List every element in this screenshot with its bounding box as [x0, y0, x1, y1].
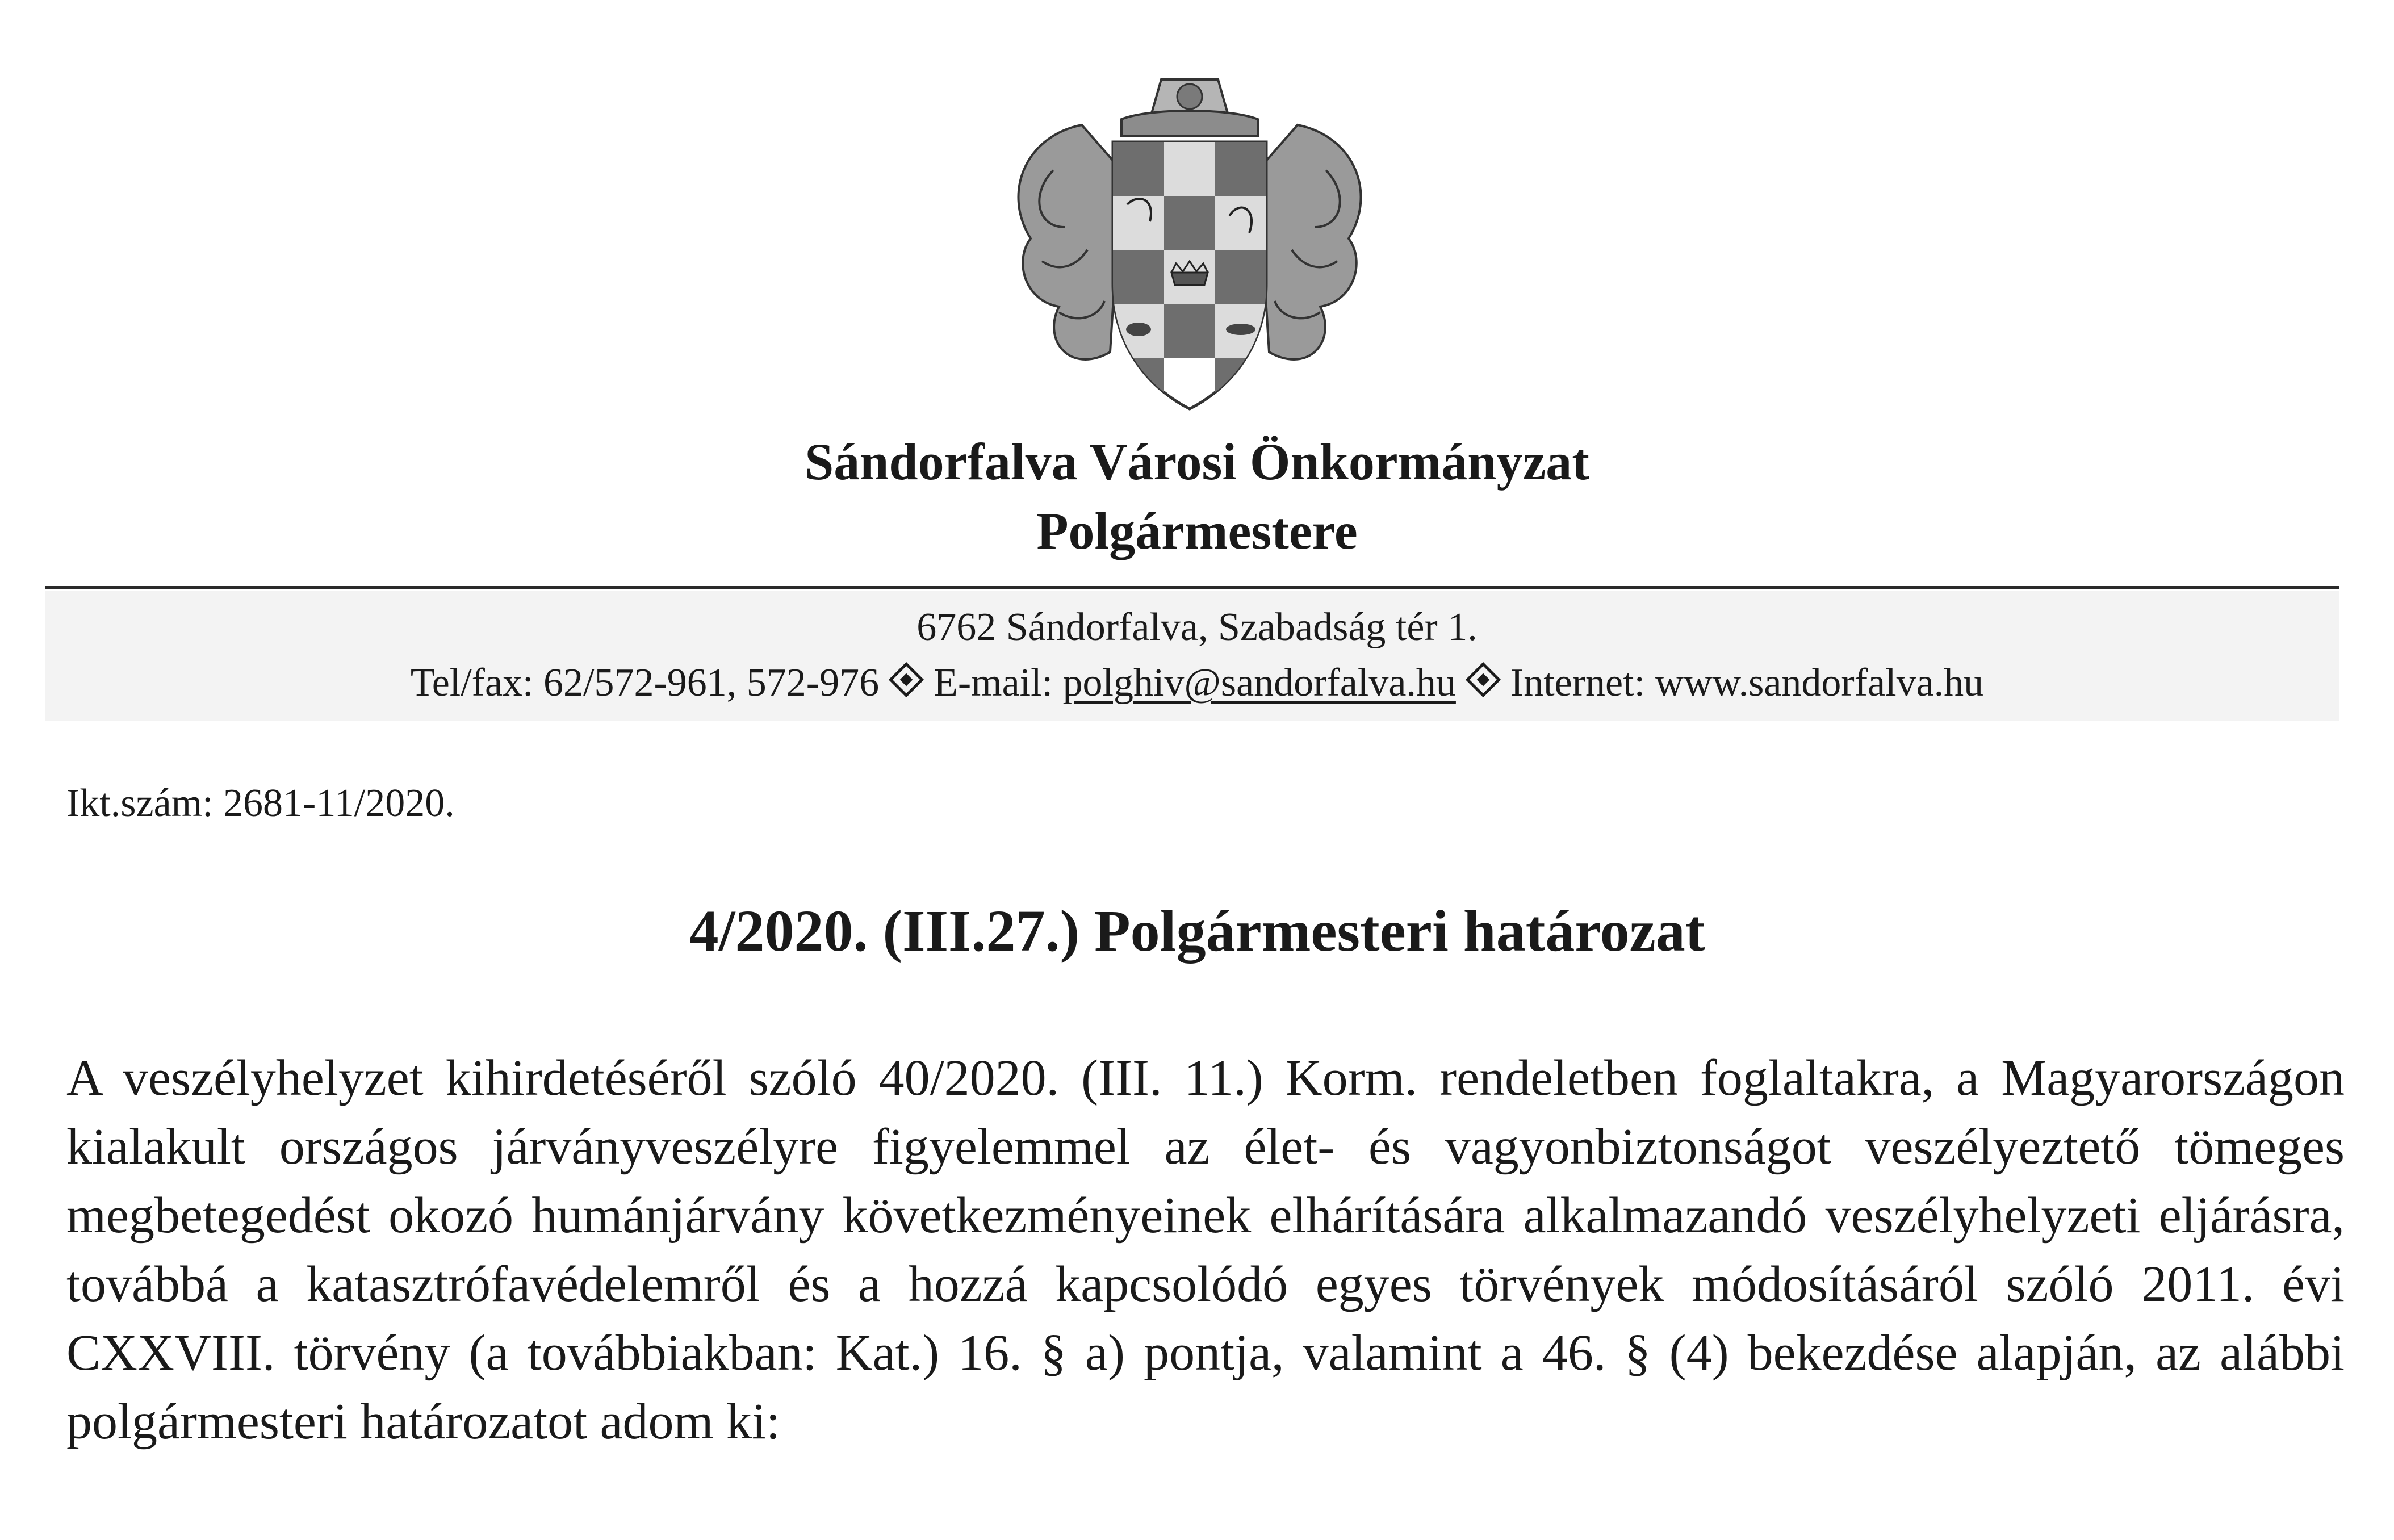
- address: 6762 Sándorfalva, Szabadság tér 1.: [916, 605, 1478, 649]
- org-subtitle: Polgármestere: [1036, 502, 1358, 560]
- registry-number: Ikt.szám: 2681-11/2020.: [66, 781, 455, 825]
- telfax: Tel/fax: 62/572-961, 572-976: [410, 661, 880, 705]
- intro-paragraph: A veszélyhelyzet kihirdetéséről szóló 40/2020. (III. 11.) Korm. rendeletben foglaltakra, a Magyarországon kialakult országos járványveszélyre figyelemmel az élet- és vagyonbiztonságot veszélyeztető tömeges megbetegedést okozó humánjárvány következményeinek elhárítására alkalmazandó veszélyhelyzeti eljárásra, továbbá a katasztrófavédelemről és a hozzá kapcsolódó egyes törvények módosításáról szóló 2011. évi CXXVIII. törvény (a továbbiakban: Kat.) 16. § a) pontja, valamint a 46. § (4) bekezdése alapján, az alábbi polgármesteri határozatot adom ki:: [66, 1050, 2345, 1450]
- decision-title: 4/2020. (III.27.) Polgármesteri határozat: [689, 898, 1705, 964]
- diamond-separator-icon: [1466, 662, 1501, 697]
- contact-line: [0, 658, 2394, 709]
- header-divider: [45, 586, 2339, 589]
- email-label: E-mail:: [934, 661, 1053, 705]
- org-name: Sándorfalva Városi Önkormányzat: [805, 433, 1589, 491]
- diamond-separator-icon: [889, 662, 924, 697]
- internet[interactable]: Internet: www.sandorfalva.hu: [1510, 661, 1984, 705]
- coat-of-arms-icon: [991, 57, 1388, 420]
- email-link[interactable]: polghiv@sandorfalva.hu: [1062, 661, 1456, 705]
